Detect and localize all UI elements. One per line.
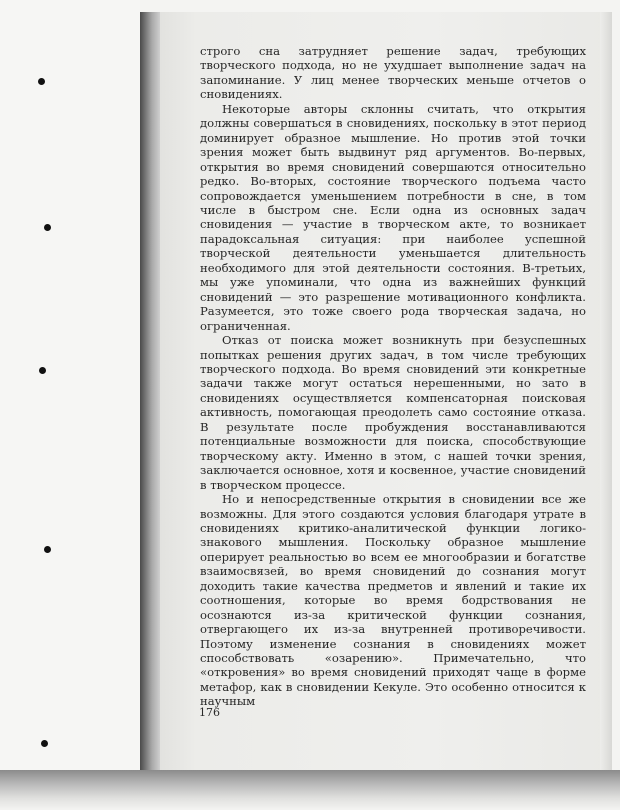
punch-hole xyxy=(41,740,48,747)
page-number: 176 xyxy=(199,706,220,719)
paragraph: строго сна затрудняет решение задач, требующих творческого подхода, но не ухудшает выполнение задач на запоминание. У лиц менее творческих меньше отчетов о сновидениях. xyxy=(200,44,586,102)
paragraph: Отказ от поиска может возникнуть при безуспешных попытках решения других задач, в том числе требующих творческого подхода. Во время сновидений эти конкретные задачи также могут остаться нерешенными, но зато в сновидениях осуществляется компенсаторная поисковая активность, помогающая преодолеть само состояние отказа. В результате после пробуждения восстанавливаются потенциальные возможности для поиска, способствующие творческому акту. Именно в этом, с нашей точки зрения, заключается основное, хотя и косвенное, участие сновидений в творческом процессе. xyxy=(200,333,586,492)
paragraph: Некоторые авторы склонны считать, что открытия должны совершаться в сновидениях, поскольку в этот период доминирует образное мышление. Но против этой точки зрения может быть выдвинут ряд аргументов. Во-первых, открытия во время сновидений совершаются относительно редко. Во-вторых, состояние творческого подъема часто сопровождается уменьшением потребности в сне, в том числе в быстром сне. Если одна из основных задач сновидения — участие в творческом акте, то возникает парадоксальная ситуация: при наиболее успешной творческой деятельности уменьшается длительность необходимого для этой деятельности состояния. В-третьих, мы уже упоминали, что одна из важнейших функций сновидений — это разрешение мотивационного конфликта. Разумеется, это тоже своего рода творческая задача, но ограниченная. xyxy=(200,101,586,333)
page-text xyxy=(200,44,586,709)
left-margin-strip xyxy=(0,0,140,790)
scan-bottom-shadow xyxy=(0,770,620,810)
punch-hole xyxy=(38,78,45,85)
punch-hole xyxy=(39,367,46,374)
punch-hole xyxy=(44,546,51,553)
page-edge xyxy=(600,12,612,770)
book-spine-shadow xyxy=(140,12,160,770)
punch-hole xyxy=(44,224,51,231)
paragraph: Но и непосредственные открытия в сновидении все же возможны. Для этого создаются условия благодаря утрате в сновидениях критико-аналитической функции логико-знакового мышления. Поскольку образное мышление оперирует реальностью во всем ее многообразии и богатстве взаимосвязей, во время сновидений до сознания могут доходить такие качества предметов и явлений и такие их соотношения, которые во время бодрствования не осознаются из-за критической функции сознания, отвергающего их из-за внутренней противоречивости. Поэтому изменение сознания в сновидениях может способствовать «озарению». Примечательно, что «откровения» во время сновидений приходят чаще в форме метафор, как в сновидении Кекуле. Это особенно относится к научным xyxy=(200,492,586,709)
